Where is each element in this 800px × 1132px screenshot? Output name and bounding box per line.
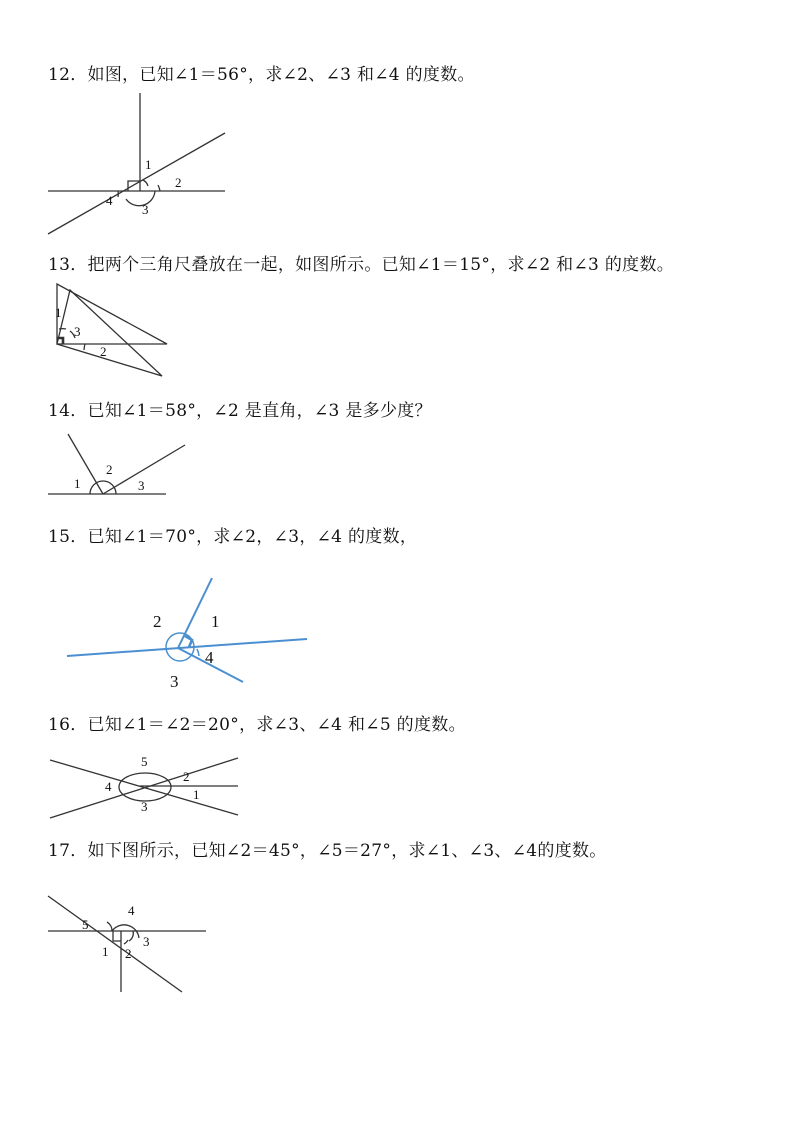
fig12-label-3: 3 — [142, 202, 149, 217]
question-14-text: 14．已知∠1＝58°，∠2 是直角，∠3 是多少度？ — [48, 401, 432, 421]
fig17-right-angle-mark — [113, 931, 121, 941]
fig15-label-4: 4 — [205, 648, 214, 667]
figure-14-diagram — [48, 434, 185, 494]
fig17-label-5: 5 — [82, 917, 89, 932]
question-13-text: 13．把两个三角尺叠放在一起，如图所示。已知∠1＝15°，求∠2 和∠3 的度数。 — [48, 255, 675, 275]
fig17-arc-5 — [107, 922, 112, 931]
fig13-arc-2 — [84, 344, 85, 350]
figure-12-diagram — [48, 93, 225, 234]
fig17-label-1: 1 — [102, 944, 109, 959]
question-16-text: 16．已知∠1＝∠2＝20°，求∠3、∠4 和∠5 的度数。 — [48, 715, 466, 735]
fig13-label-2: 2 — [100, 344, 107, 359]
fig15-label-1: 1 — [211, 612, 220, 631]
question-15-text: 15．已知∠1＝70°，求∠2，∠3，∠4 的度数， — [48, 527, 418, 547]
fig12-slant-line — [48, 133, 225, 234]
fig17-label-2: 2 — [125, 946, 132, 961]
fig14-label-2: 2 — [106, 462, 113, 477]
fig12-arc-1 — [143, 180, 148, 186]
fig14-label-1: 1 — [74, 476, 81, 491]
fig16-label-2: 2 — [183, 769, 190, 784]
fig17-arc-3 — [129, 931, 133, 941]
figure-17-diagram — [48, 896, 206, 992]
fig12-arc-2 — [158, 185, 160, 191]
fig17-slant-line — [48, 896, 182, 992]
fig13-label-1: 1 — [55, 305, 62, 320]
fig15-label-3: 3 — [170, 672, 179, 691]
fig16-label-3: 3 — [141, 799, 148, 814]
fig17-label-3: 3 — [143, 934, 150, 949]
question-12-text: 12．如图，已知∠1＝56°，求∠2、∠3 和∠4 的度数。 — [48, 65, 475, 85]
fig12-label-2: 2 — [175, 175, 182, 190]
fig14-label-3: 3 — [138, 478, 145, 493]
fig12-arc-3 — [126, 191, 155, 206]
fig17-label-4: 4 — [128, 903, 135, 918]
fig12-label-1: 1 — [145, 157, 152, 172]
figure-15-diagram — [67, 578, 307, 682]
fig15-label-2: 2 — [153, 612, 162, 631]
fig14-arcs — [90, 481, 116, 494]
fig12-label-4: 4 — [106, 193, 113, 208]
fig17-arc-2 — [124, 940, 128, 944]
fig15-ray-up — [178, 578, 212, 648]
fig15-arc-4 — [197, 649, 199, 656]
fig16-label-4: 4 — [105, 779, 112, 794]
fig13-label-3: 3 — [74, 324, 81, 339]
fig16-label-5: 5 — [141, 754, 148, 769]
fig16-label-1: 1 — [193, 787, 200, 802]
question-17-text: 17．如下图所示，已知∠2＝45°，∠5＝27°，求∠1、∠3、∠4的度数。 — [48, 841, 607, 861]
